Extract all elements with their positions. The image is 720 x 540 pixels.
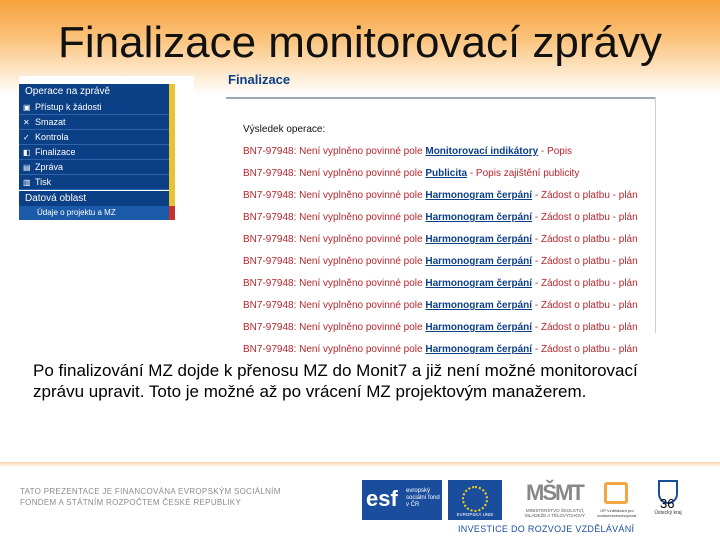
menu-header: Operace na zprávě [19, 84, 169, 100]
row-field-detail: - Žádost o platbu - plán [532, 190, 638, 201]
msmt-text: MINISTERSTVO ŠKOLSTVÍ, MLÁDEŽE A TĚLOVÝCHOVY [525, 508, 585, 518]
row-field-link[interactable]: Harmonogram čerpání [425, 278, 533, 289]
result-row [243, 256, 655, 270]
page-number: 36 [660, 496, 675, 511]
menu-item-delete[interactable] [19, 115, 169, 130]
footer-text-line: FONDEM A STÁTNÍM ROZPOČTEM ČESKÉ REPUBLIKY [20, 498, 242, 507]
menu-item-report[interactable] [19, 160, 169, 175]
row-error-text: BN7-97948: Není vyplněno povinné pole [243, 234, 426, 245]
op-text: OP Vzdělávání pro konkurenceschopnost [597, 508, 637, 518]
msmt-mark: MŠMT [526, 480, 583, 505]
menu-side-marker [169, 206, 175, 220]
row-field-detail: - Žádost o platbu - plán [532, 212, 638, 223]
row-field-link[interactable]: Harmonogram čerpání [425, 234, 533, 245]
row-field-link[interactable]: Harmonogram čerpání [425, 300, 533, 311]
menu-item-label: Finalizace [35, 147, 76, 157]
result-row [243, 146, 655, 160]
delete-icon: ✕ [23, 118, 30, 127]
row-error-text: BN7-97948: Není vyplněno povinné pole [243, 344, 426, 355]
row-field-detail: - Popis [538, 146, 573, 157]
result-row [243, 322, 655, 336]
pane-title: Finalizace [228, 72, 291, 87]
op-frame-icon [604, 482, 628, 504]
footer-funding-text [20, 486, 310, 508]
finalize-icon: ◧ [23, 148, 31, 157]
access-icon: ▣ [23, 103, 31, 112]
row-error-text: BN7-97948: Není vyplněno povinné pole [243, 322, 426, 333]
eu-logo [448, 480, 502, 520]
eu-text: EVROPSKÁ UNIE [456, 512, 494, 517]
menu-item-label: Smazat [35, 117, 66, 127]
operations-menu [19, 76, 194, 220]
menu-item-finalize[interactable] [19, 145, 169, 160]
menu-item-project-data[interactable]: Údaje o projektu a MZ [19, 206, 169, 220]
row-field-link[interactable]: Harmonogram čerpání [425, 344, 533, 355]
row-field-link[interactable]: Harmonogram čerpání [425, 212, 533, 223]
menu-item-check[interactable] [19, 130, 169, 145]
slide-title: Finalizace monitorovací zprávy [57, 18, 662, 67]
result-row [243, 344, 655, 358]
result-row [243, 168, 655, 182]
row-field-link[interactable]: Publicita [425, 168, 468, 179]
menu-item-label: Tisk [35, 177, 52, 187]
row-error-text: BN7-97948: Není vyplněno povinné pole [243, 168, 426, 179]
row-field-detail: - Žádost o platbu - plán [532, 234, 638, 245]
row-error-text: BN7-97948: Není vyplněno povinné pole [243, 146, 426, 157]
menu-side-bar [169, 84, 175, 220]
esf-mark: esf [366, 486, 398, 511]
result-row [243, 278, 655, 292]
row-error-text: BN7-97948: Není vyplněno povinné pole [243, 278, 426, 289]
invest-slogan: INVESTICE DO ROZVOJE VZDĚLÁVÁNÍ [458, 524, 635, 534]
result-row [243, 300, 655, 314]
row-field-detail: - Žádost o platbu - plán [532, 256, 638, 267]
check-icon: ✓ [23, 133, 30, 142]
footer-text-line: TATO PREZENTACE JE FINANCOVÁNA EVROPSKÝM SOCIÁLNÍM [20, 487, 281, 496]
row-field-link[interactable]: Monitorovací indikátory [425, 146, 539, 157]
row-error-text: BN7-97948: Není vyplněno povinné pole [243, 300, 426, 311]
row-field-detail: - Žádost o platbu - plán [532, 300, 638, 311]
row-field-link[interactable]: Harmonogram čerpání [425, 190, 533, 201]
result-label: Výsledek operace: [243, 124, 326, 135]
eu-stars-icon [462, 486, 488, 512]
pane-border [655, 97, 656, 333]
report-icon: ▤ [23, 163, 31, 172]
row-field-detail: - Popis zajištění publicity [467, 168, 580, 179]
menu-item-access[interactable] [19, 100, 169, 115]
pane-divider [226, 97, 656, 99]
result-row [243, 234, 655, 248]
row-field-link[interactable]: Harmonogram čerpání [425, 322, 533, 333]
menu-item-label: Přístup k žádosti [35, 102, 102, 112]
result-row [243, 190, 655, 204]
row-error-text: BN7-97948: Není vyplněno povinné pole [243, 256, 426, 267]
region-text: Ústecký kraj [654, 510, 682, 516]
msmt-logo [520, 480, 590, 520]
menu-item-label: Zpráva [35, 162, 64, 172]
row-error-text: BN7-97948: Není vyplněno povinné pole [243, 212, 426, 223]
esf-text: evropský sociální fond v ČR [406, 488, 440, 508]
menu-item-print[interactable] [19, 175, 169, 190]
footer-divider [0, 462, 720, 467]
row-field-detail: - Žádost o platbu - plán [532, 344, 638, 355]
menu-section-data: Datová oblast [19, 191, 169, 206]
row-field-link[interactable]: Harmonogram čerpání [425, 256, 533, 267]
row-field-detail: - Žádost o platbu - plán [532, 278, 638, 289]
row-field-detail: - Žádost o platbu - plán [532, 322, 638, 333]
esf-logo [362, 480, 442, 520]
row-error-text: BN7-97948: Není vyplněno povinné pole [243, 190, 426, 201]
op-logo [592, 480, 642, 520]
print-icon: ▥ [23, 178, 31, 187]
menu-item-label: Kontrola [35, 132, 69, 142]
slide-description: Po finalizování MZ dojde k přenosu MZ do Monit7 a již není možné monitorovací zprávu upravit. Toto je možné až po vrácení MZ projektovým manažerem. [33, 361, 638, 401]
result-row [243, 212, 655, 226]
